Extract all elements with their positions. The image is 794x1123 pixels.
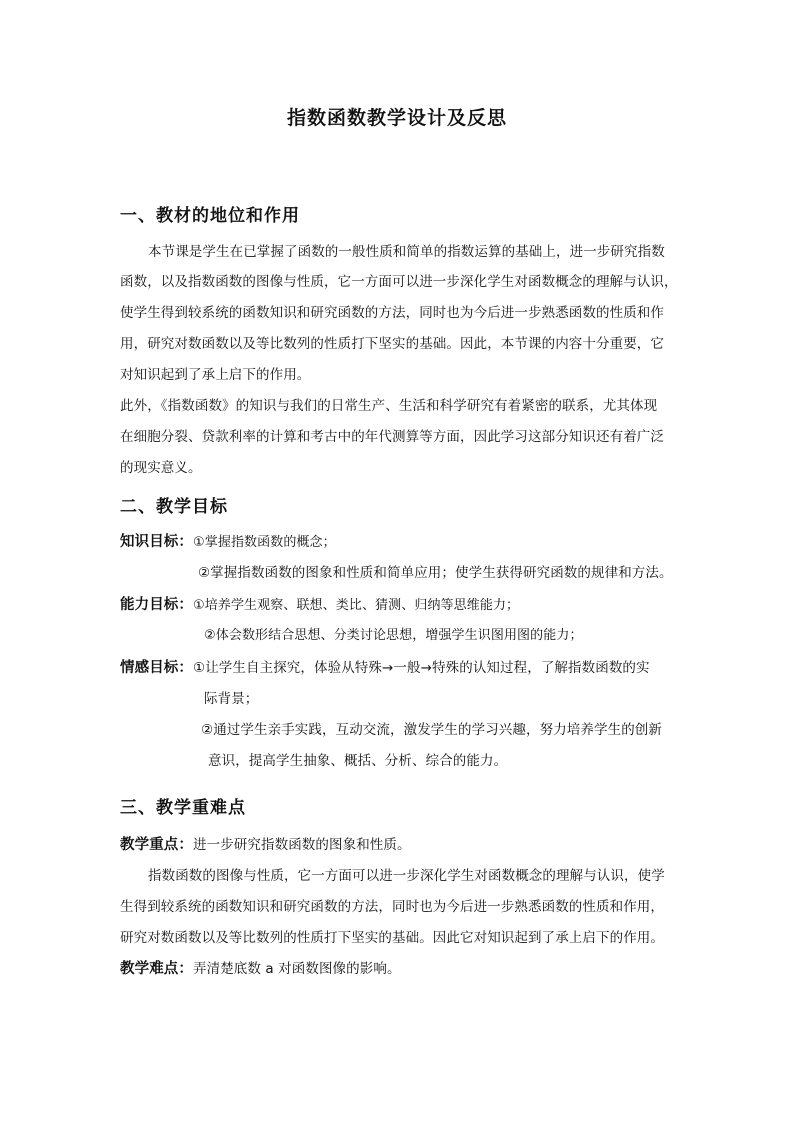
key-point-row: [120, 833, 680, 854]
ability-goal-2: ②体会数形结合思想、分类讨论思想，增强学生识图用图的能力；: [204, 628, 583, 643]
difficult-point-label: 教学难点：: [120, 961, 193, 977]
paragraph-line: 生得到较系统的函数知识和研究函数的方法，同时也为今后进一步熟悉函数的性质和作用，: [120, 899, 664, 915]
paragraph-line: 对知识起到了承上启下的作用。: [120, 367, 311, 383]
section-3-heading: 三、教学重难点: [120, 798, 246, 818]
emotion-goal-row: [120, 656, 680, 677]
ability-goal-row: [120, 593, 680, 614]
knowledge-goal-row: [120, 530, 680, 551]
ability-goal-label: 能力目标：: [120, 597, 193, 613]
emotion-goal-2a: ②通过学生亲手实践，互动交流，激发学生的学习兴趣，努力培养学生的创新: [201, 722, 663, 738]
knowledge-goal-label: 知识目标：: [120, 534, 193, 550]
paragraph-line: 研究对数函数以及等比数列的性质打下坚实的基础。因此它对知识起到了承上启下的作用。: [120, 930, 664, 946]
emotion-goal-2b: 意识，提高学生抽象、概括、分析、综合的能力。: [208, 753, 508, 769]
section-2-heading: 二、教学目标: [120, 497, 228, 517]
knowledge-goal-2: ②掌握指数函数的图象和性质和简单应用；使学生获得研究函数的规律和方法。: [198, 565, 673, 581]
paragraph-line: 本节课是学生在已掌握了函数的一般性质和简单的指数运算的基础上，进一步研究指数: [148, 244, 665, 260]
paragraph-line: 此外，《指数函数》的知识与我们的日常生产、生活和科学研究有着紧密的联系，尤其体现: [120, 398, 658, 414]
emotion-goal-1b: 际背景；: [204, 691, 259, 707]
key-point-label: 教学重点：: [120, 837, 193, 853]
key-point-text: 进一步研究指数函数的图象和性质。: [193, 837, 411, 853]
paragraph-line: 的现实意义。: [120, 460, 202, 476]
paragraph-line: 函数，以及指数函数的图像与性质，它一方面可以进一步深化学生对函数概念的理解与认识，: [120, 274, 678, 290]
paragraph-line: 指数函数的图像与性质，它一方面可以进一步深化学生对函数概念的理解与认识，使学: [148, 868, 665, 884]
paragraph-line: 用，研究对数函数以及等比数列的性质打下坚实的基础。因此，本节课的内容十分重要，它: [120, 336, 664, 352]
document-title: 指数函数教学设计及反思: [286, 107, 507, 129]
emotion-goal-label: 情感目标：: [120, 660, 193, 676]
difficult-point-row: [120, 957, 680, 978]
emotion-goal-1a: ①让学生自主探究，体验从特殊→一般→特殊的认知过程，了解指数函数的实: [193, 660, 650, 676]
paragraph-line: 在细胞分裂、贷款利率的计算和考古中的年代测算等方面，因此学习这部分知识还有着广泛: [120, 429, 664, 445]
knowledge-goal-1: ①掌握指数函数的概念；: [193, 535, 336, 550]
paragraph-line: 使学生得到较系统的函数知识和研究函数的方法，同时也为今后进一步熟悉函数的性质和作: [120, 305, 664, 321]
section-1-heading: 一、教材的地位和作用: [120, 206, 300, 226]
ability-goal-1: ①培养学生观察、联想、类比、猜测、归纳等思维能力；: [193, 598, 520, 613]
difficult-point-text: 弄清楚底数 a 对函数图像的影响。: [193, 961, 401, 977]
